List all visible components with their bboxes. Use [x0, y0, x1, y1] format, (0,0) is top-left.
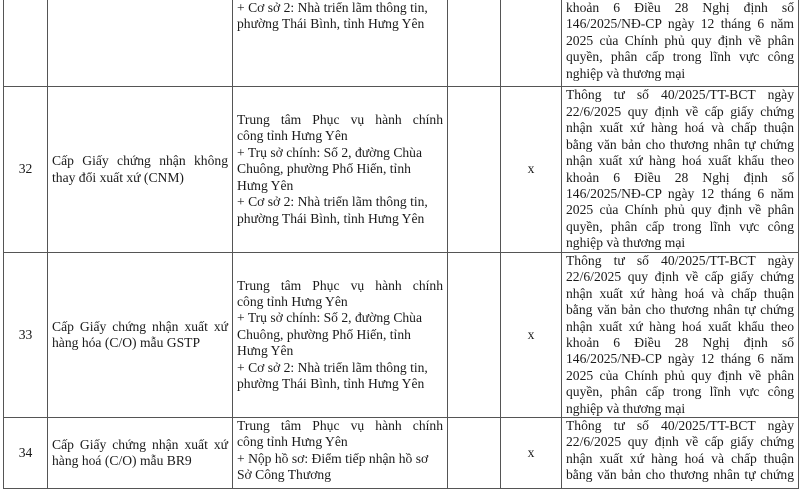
stt-cell: 33 [4, 253, 48, 418]
legal-basis-cell [562, 253, 799, 418]
basis-line: nghiệp và thương mại [566, 400, 686, 416]
basis-line: Thông tư số 40/2025/TT-BCT ngày [566, 253, 794, 268]
basis-line: 146/2025/NĐ-CP ngày 12 tháng 6 năm [566, 185, 794, 201]
place-line: + Cơ sở 2: Nhà triển lãm thông tin, [237, 194, 428, 210]
procedure-name-cell: Cấp Giấy chứng nhận xuất xứ hàng hoá (C/O) mẫu BR9 [48, 418, 233, 489]
basis-line: nhận xuất xứ hàng hoá và chấp thuận [566, 120, 794, 136]
place-cell [233, 253, 448, 418]
place-line: Trung tâm Phục vụ hành chính [237, 277, 443, 293]
basis-line: khoản 6 Điều 28 Nghị định số [566, 335, 794, 351]
table-row [4, 87, 799, 253]
basis-line: nhận xuất xứ hàng hoá xuất khẩu theo [566, 318, 794, 334]
place-line: + Cơ sở 2: Nhà triển lãm thông tin, [237, 0, 428, 15]
level1-mark-cell [448, 87, 501, 253]
legal-basis-cell [562, 418, 799, 489]
basis-line: nhận xuất xứ hàng hoá và chấp thuận [566, 285, 794, 301]
level1-mark-cell [448, 418, 501, 489]
level2-mark-cell [501, 0, 562, 87]
place-line: công tỉnh Hưng Yên [237, 294, 348, 310]
basis-line: nghiệp và thương mại [566, 235, 686, 251]
basis-line: quyền, phân cấp trong lĩnh vực công [566, 49, 794, 65]
place-line: Hưng Yên [237, 343, 294, 359]
basis-line: 2025 của Chính phủ quy định về phân [566, 367, 794, 383]
level1-mark-cell [448, 0, 501, 87]
basis-line: bằng văn bản cho thương nhân tự chứng [566, 467, 794, 483]
basis-line: nhận xuất xứ hàng hoá xuất khẩu theo [566, 153, 794, 169]
procedures-table [3, 0, 799, 489]
stt-cell [4, 0, 48, 87]
procedure-name-cell: Cấp Giấy chứng nhận không thay đổi xuất xứ (CNM) [48, 87, 233, 253]
basis-line: 146/2025/NĐ-CP ngày 12 tháng 6 năm [566, 351, 794, 367]
place-line: phường Thái Bình, tỉnh Hưng Yên [237, 376, 425, 392]
basis-line: Thông tư số 40/2025/TT-BCT ngày [566, 418, 794, 434]
basis-line: bằng văn bản cho thương nhân tự chứng [566, 136, 794, 152]
basis-line: nhận xuất xứ hàng hoá và chấp thuận [566, 450, 794, 466]
place-line: Trung tâm Phục vụ hành chính [237, 418, 443, 434]
basis-line: quyền, phân cấp trong lĩnh vực công [566, 384, 794, 400]
basis-line: 22/6/2025 quy định về cấp giấy chứng [566, 434, 794, 450]
place-line: + Trụ sở chính: Số 2, đường Chùa [237, 310, 423, 326]
place-line: công tỉnh Hưng Yên [237, 434, 348, 450]
table-row-continued [4, 0, 799, 87]
legal-basis-cell [562, 87, 799, 253]
place-line: phường Thái Bình, tỉnh Hưng Yên [237, 210, 425, 226]
stt-cell: 32 [4, 87, 48, 253]
procedure-name-cell [48, 0, 233, 87]
place-line: Chuông, phường Phố Hiến, tỉnh [237, 326, 411, 342]
place-line: Chuông, phường Phố Hiến, tỉnh [237, 161, 411, 177]
procedure-name-cell: Cấp Giấy chứng nhận xuất xứ hàng hóa (C/O) mẫu GSTP [48, 253, 233, 418]
level2-mark-cell: x [501, 87, 562, 253]
place-line: + Trụ sở chính: Số 2, đường Chùa [237, 144, 423, 160]
basis-line: 2025 của Chính phủ quy định về phân [566, 202, 794, 218]
place-line: + Cơ sở 2: Nhà triển lãm thông tin, [237, 359, 428, 375]
place-line: Trung tâm Phục vụ hành chính [237, 112, 443, 128]
place-line: Sở Công Thương [237, 467, 332, 483]
place-line: + Nộp hồ sơ: Điểm tiếp nhận hồ sơ [237, 450, 429, 466]
place-cell [233, 87, 448, 253]
level1-mark-cell [448, 253, 501, 418]
basis-line: quyền, phân cấp trong lĩnh vực công [566, 218, 794, 234]
basis-line: bằng văn bản cho thương nhân tự chứng [566, 302, 794, 318]
basis-line: nghiệp và thương mại [566, 65, 686, 81]
basis-line: 2025 của Chính phủ quy định về phân [566, 32, 794, 48]
place-line: công tỉnh Hưng Yên [237, 128, 348, 144]
basis-line: 22/6/2025 quy định về cấp giấy chứng [566, 103, 794, 119]
stt-cell: 34 [4, 418, 48, 489]
basis-line: khoản 6 Điều 28 Nghị định số [566, 0, 794, 15]
legal-basis-cell [562, 0, 799, 87]
basis-line: khoản 6 Điều 28 Nghị định số [566, 169, 794, 185]
place-line: phường Thái Bình, tỉnh Hưng Yên [237, 16, 425, 32]
place-cell [233, 0, 448, 87]
basis-line: Thông tư số 40/2025/TT-BCT ngày [566, 87, 794, 103]
table-row [4, 418, 799, 489]
basis-line: 146/2025/NĐ-CP ngày 12 tháng 6 năm [566, 16, 794, 32]
basis-line: 22/6/2025 quy định về cấp giấy chứng [566, 269, 794, 285]
table-row [4, 253, 799, 418]
level2-mark-cell: x [501, 418, 562, 489]
place-line: Hưng Yên [237, 177, 294, 193]
level2-mark-cell: x [501, 253, 562, 418]
place-cell [233, 418, 448, 489]
